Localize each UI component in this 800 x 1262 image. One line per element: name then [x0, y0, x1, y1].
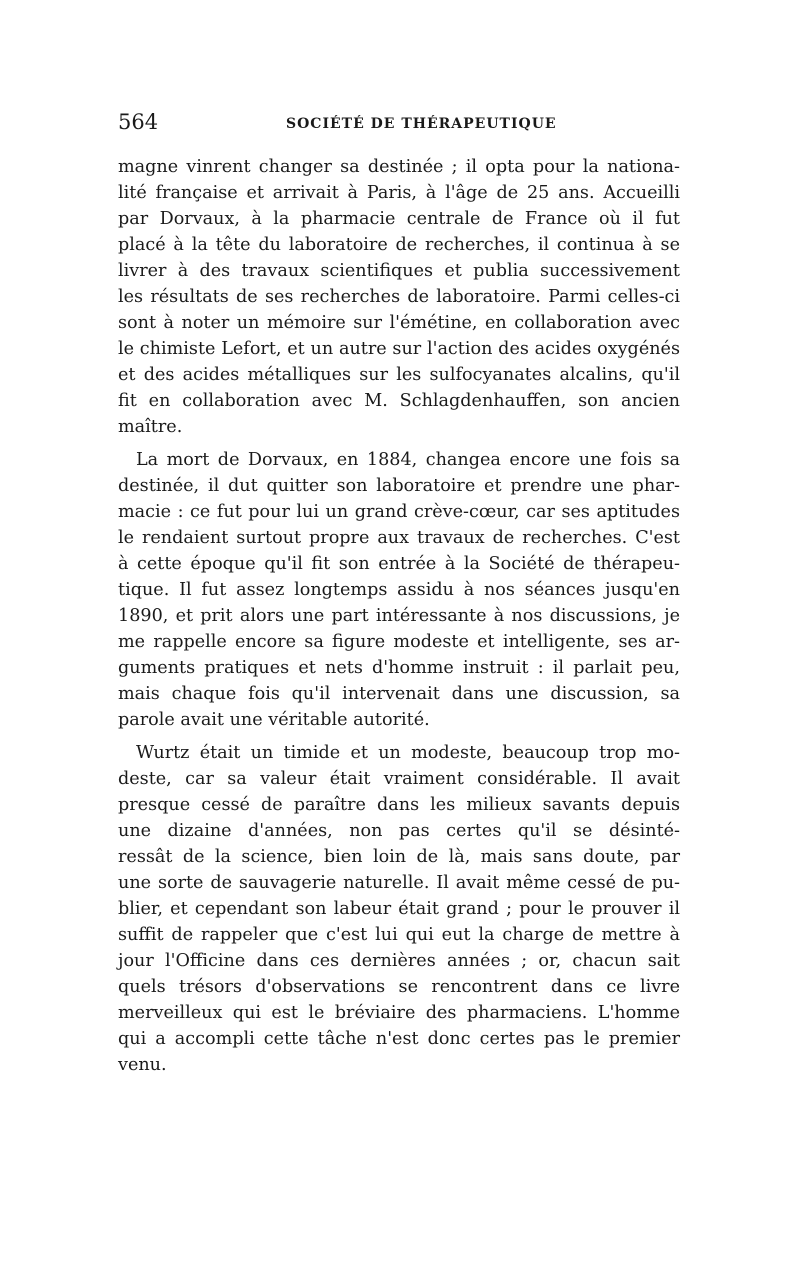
- paragraph-3: [118, 740, 680, 1078]
- text-line: me rappelle encore sa figure modeste et intelligente, ses ar-: [118, 632, 680, 652]
- text-line: Wurtz était un timide et un modeste, beaucoup trop mo-: [136, 743, 680, 763]
- text-line: La mort de Dorvaux, en 1884, changea encore une fois sa: [136, 450, 680, 470]
- text-line: maître.: [118, 417, 183, 437]
- paragraph-2: [118, 447, 680, 733]
- text-line: ressât de la science, bien loin de là, mais sans doute, par: [118, 847, 680, 867]
- text-line: les résultats de ses recherches de laboratoire. Parmi celles-ci: [118, 287, 680, 307]
- running-head-title: SOCIÉTÉ DE THÉRAPEUTIQUE: [286, 116, 557, 132]
- text-line: destinée, il dut quitter son laboratoire et prendre une phar-: [118, 476, 680, 496]
- text-line: deste, car sa valeur était vraiment considérable. Il avait: [118, 769, 680, 789]
- text-line: suffit de rappeler que c'est lui qui eut la charge de mettre à: [118, 925, 680, 945]
- text-line: placé à la tête du laboratoire de recherches, il continua à se: [118, 235, 680, 255]
- text-line: parole avait une véritable autorité.: [118, 710, 430, 730]
- paragraph-1: [118, 154, 680, 440]
- text-line: tique. Il fut assez longtemps assidu à nos séances jusqu'en: [118, 580, 680, 600]
- text-line: une dizaine d'années, non pas certes qu'il se désinté-: [118, 821, 680, 841]
- text-line: le chimiste Lefort, et un autre sur l'action des acides oxygénés: [118, 339, 680, 359]
- page-number: 564: [118, 110, 159, 134]
- text-line: une sorte de sauvagerie naturelle. Il avait même cessé de pu-: [118, 873, 680, 893]
- text-line: quels trésors d'observations se rencontrent dans ce livre: [118, 977, 680, 997]
- text-line: le rendaient surtout propre aux travaux de recherches. C'est: [118, 528, 680, 548]
- text-line: fit en collaboration avec M. Schlagdenhauffen, son ancien: [118, 391, 680, 411]
- text-line: merveilleux qui est le bréviaire des pharmaciens. L'homme: [118, 1003, 680, 1023]
- text-line: jour l'Officine dans ces dernières années ; or, chacun sait: [118, 951, 680, 971]
- text-line: par Dorvaux, à la pharmacie centrale de France où il fut: [118, 209, 680, 229]
- text-line: et des acides métalliques sur les sulfocyanates alcalins, qu'il: [118, 365, 680, 385]
- text-line: magne vinrent changer sa destinée ; il opta pour la nationa-: [118, 157, 680, 177]
- text-line: presque cessé de paraître dans les milieux savants depuis: [118, 795, 680, 815]
- text-line: blier, et cependant son labeur était grand ; pour le prouver il: [118, 899, 680, 919]
- text-line: macie : ce fut pour lui un grand crève-cœur, car ses aptitudes: [118, 502, 680, 522]
- text-line: venu.: [118, 1055, 167, 1075]
- text-line: livrer à des travaux scientifiques et publia successivement: [118, 261, 680, 281]
- text-line: qui a accompli cette tâche n'est donc certes pas le premier: [118, 1029, 680, 1049]
- text-line: sont à noter un mémoire sur l'émétine, en collaboration avec: [118, 313, 680, 333]
- body-text: [118, 154, 680, 1078]
- text-line: 1890, et prit alors une part intéressante à nos discussions, je: [118, 606, 680, 626]
- text-line: mais chaque fois qu'il intervenait dans une discussion, sa: [118, 684, 680, 704]
- text-line: à cette époque qu'il fit son entrée à la Société de thérapeu-: [118, 554, 680, 574]
- text-line: guments pratiques et nets d'homme instruit : il parlait peu,: [118, 658, 680, 678]
- text-line: lité française et arrivait à Paris, à l'âge de 25 ans. Accueilli: [118, 183, 680, 203]
